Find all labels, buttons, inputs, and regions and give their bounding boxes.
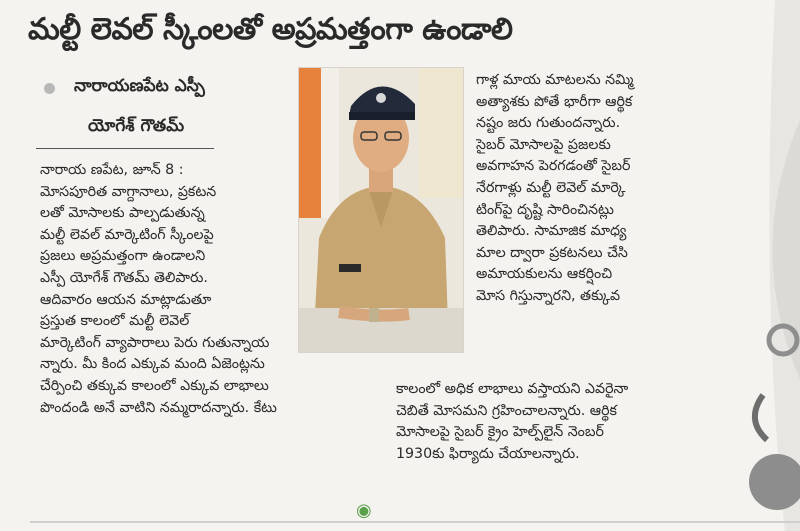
text-line: ప్రస్తుత కాలంలో మల్టీ లెవెల్: [40, 313, 190, 330]
text-line: ప్రజలు అప్రమత్తంగా ఉండాలని: [40, 248, 206, 265]
text-line: మోసపూరిత వాగ్దానాలు, ప్రకటన: [40, 183, 217, 200]
text-line: మాల ద్వారా ప్రకటనలు చేసి: [476, 244, 628, 261]
subhead-line-2: యోగేశ్ గౌతమ్: [88, 116, 185, 136]
text-line: అవగాహన పెరగడంతో సైబర్: [476, 158, 631, 175]
text-line: న్నారు. మీ కింద ఎక్కువ మంది ఏజెంట్లను: [40, 356, 265, 373]
bottom-rule: [30, 521, 800, 523]
text-line: మార్కెటింగ్ వ్యాపారాలు పెరు గుతున్నాయ: [40, 334, 270, 351]
text-line: ఎస్పీ యోగేశ్ గౌతమ్ తెలిపారు.: [40, 269, 208, 286]
text-line: మోస గిస్తున్నారని, తక్కువ: [476, 287, 621, 304]
subhead-rule: [36, 148, 214, 149]
decorative-graphic: [705, 0, 800, 531]
text-line: అత్యాశకు పోతే భారీగా ఆర్థిక: [476, 93, 633, 110]
text-line: తెలిపారు. సామాజిక మాధ్య: [476, 223, 627, 240]
text-line: సైబర్ మోసాలపై ప్రజలకు: [476, 136, 611, 153]
speech-bubble-icon: ◉: [356, 500, 372, 521]
officer-photo: [298, 67, 464, 353]
text-line: చేర్పించి తక్కువ కాలంలో ఎక్కువ లాభాలు: [40, 377, 269, 394]
text-line: నారాయ ణపేట, జూన్ 8 :: [40, 162, 184, 178]
text-line: గాళ్ల మాయ మాటలను నమ్మి: [476, 72, 634, 88]
text-line: మోసాలపై సైబర్ క్రైం హెల్ప్‌లైన్ నెంబర్: [396, 424, 604, 441]
text-line: చెబితే మోసమని గ్రహించాలన్నారు. ఆర్థిక: [396, 402, 617, 419]
article-bottom-column: [396, 379, 741, 465]
text-line: మల్టీ లెవల్ మార్కెటింగ్ స్కీంలపై: [40, 226, 214, 243]
text-line: 1930కు ఫిర్యాదు చేయాలన్నారు.: [396, 445, 580, 462]
text-line: టింగ్‌పై దృష్టి సారించినట్లు: [476, 201, 614, 218]
text-line: లతో మోసాలకు పాల్పడుతున్న: [40, 205, 205, 222]
text-line: ఆదివారం ఆయన మాట్లాడుతూ: [40, 291, 212, 308]
text-line: అమాయకులను ఆకర్షించి: [476, 266, 613, 283]
text-line: నష్టం జరు గుతుందన్నారు.: [476, 115, 621, 132]
text-line: పొందండి అనే వాటిని నమ్మరాదన్నారు. కేటు: [40, 399, 277, 416]
headline: మల్టీ లెవల్ స్కీంలతో అప్రమత్తంగా ఉండాలి: [28, 12, 513, 47]
bullet-dot-icon: [44, 83, 55, 94]
subhead-line-1: నారాయణపేట ఎస్పీ: [74, 76, 205, 96]
text-line: కాలంలో అధిక లాభాలు వస్తాయని ఎవరైనా: [396, 381, 629, 397]
text-line: నేరగాళ్లు మల్టీ లెవెల్ మార్కె: [476, 179, 626, 196]
